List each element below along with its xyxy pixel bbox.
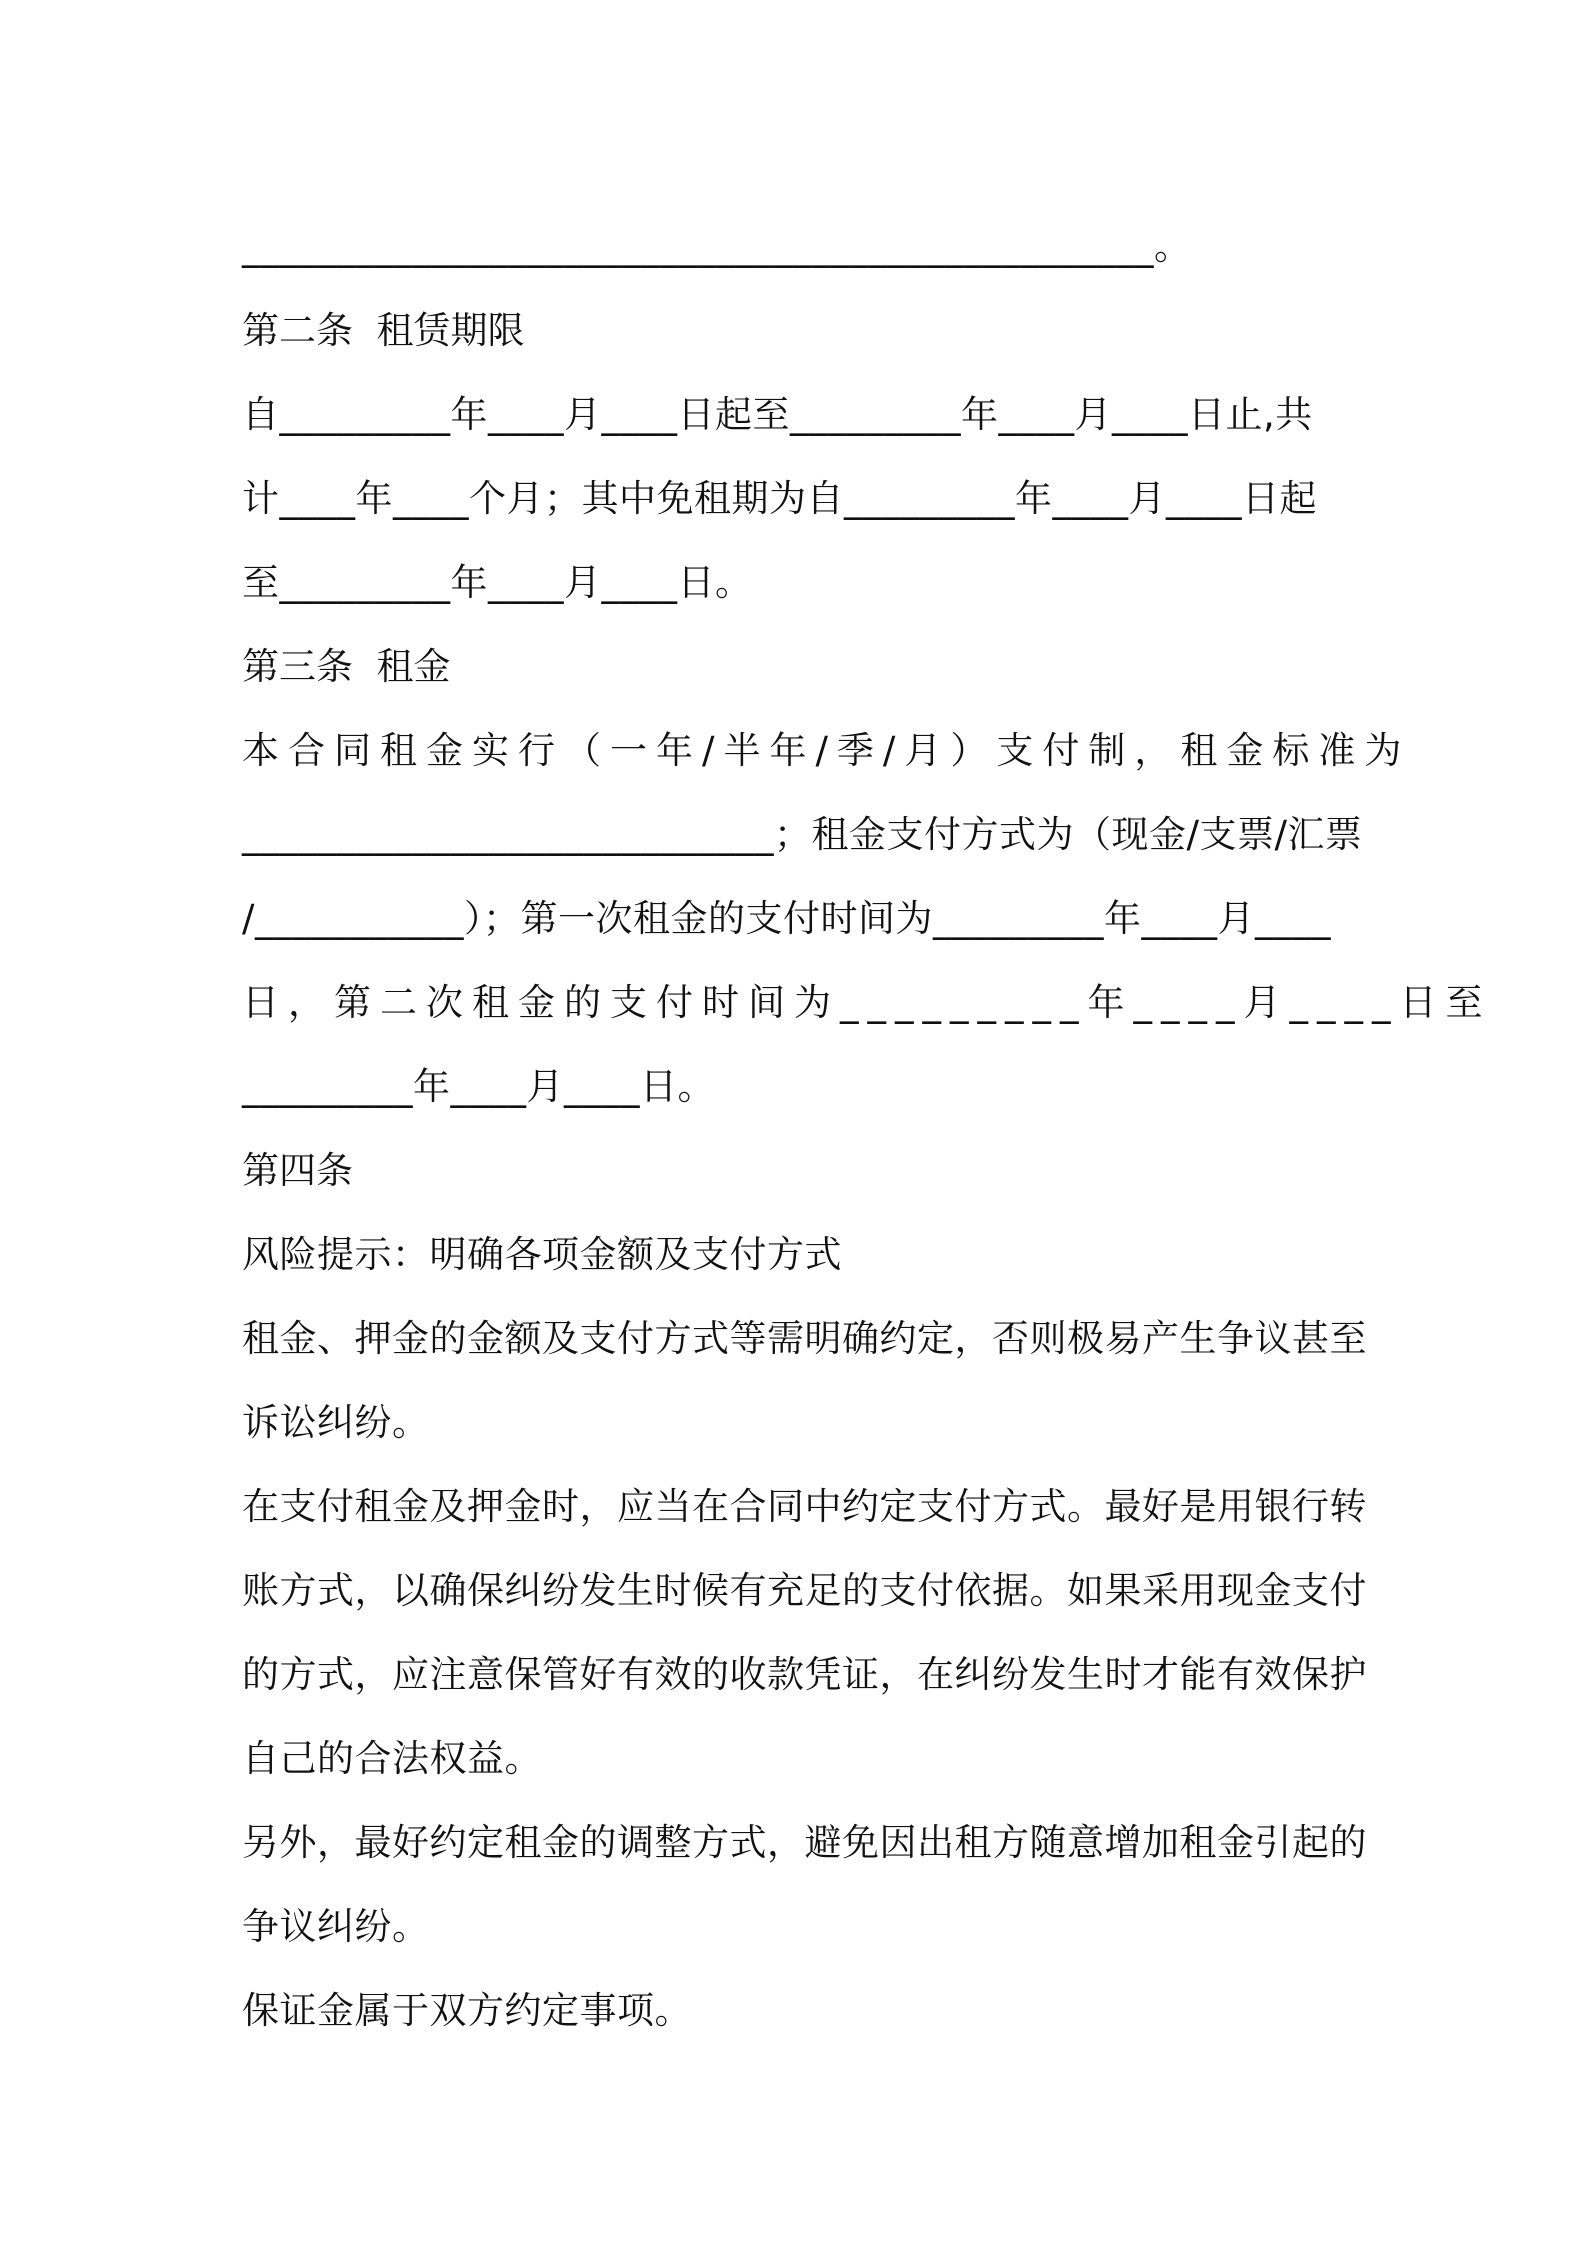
blank-line-end: ________________________________________________。 (242, 225, 1192, 268)
risk-paragraph-1-line-1: 租金、押金的金额及支付方式等需明确约定，否则极易产生争议甚至 (242, 1317, 1367, 1360)
rent-line-2: ____________________________；租金支付方式为（现金/支票/汇票 (242, 813, 1363, 856)
risk-paragraph-2-line-3: 的方式，应注意保管好有效的收款凭证，在纠纷发生时才能有效保护 (242, 1653, 1367, 1696)
rent-line-1: 本合同租金实行（一年/半年/季/月）支付制，租金标准为 (242, 729, 1411, 772)
article-3-heading: 第三条 租金 (242, 645, 451, 688)
deposit-note: 保证金属于双方约定事项。 (242, 1989, 692, 2032)
article-2-heading: 第二条 租赁期限 (242, 309, 525, 352)
risk-paragraph-3-line-1: 另外，最好约定租金的调整方式，避免因出租方随意增加租金引起的 (242, 1821, 1367, 1864)
rent-line-4: 日，第二次租金的支付时间为_________年____月____日至 (242, 981, 1492, 1024)
risk-paragraph-2-line-2: 账方式，以确保纠纷发生时候有充足的支付依据。如果采用现金支付 (242, 1569, 1367, 1612)
lease-term-line-2: 计____年____个月；其中免租期为自_________年____月____日起 (242, 477, 1317, 520)
article-4-heading: 第四条 (242, 1149, 353, 1192)
risk-paragraph-3-line-2: 争议纠纷。 (242, 1905, 430, 1948)
risk-paragraph-2-line-1: 在支付租金及押金时，应当在合同中约定支付方式。最好是用银行转 (242, 1485, 1367, 1528)
rent-line-3: /___________）；第一次租金的支付时间为_________年____月____ (242, 897, 1331, 940)
lease-term-line-3: 至_________年____月____日。 (242, 561, 753, 604)
rent-line-5: _________年____月____日。 (242, 1065, 715, 1108)
document-body (242, 205, 1492, 2053)
risk-paragraph-2-line-4: 自己的合法权益。 (242, 1737, 542, 1780)
risk-tip-title: 风险提示：明确各项金额及支付方式 (242, 1233, 842, 1276)
risk-paragraph-1-line-2: 诉讼纠纷。 (242, 1401, 430, 1444)
lease-term-line-1: 自_________年____月____日起至_________年____月____日止,共 (242, 393, 1313, 436)
